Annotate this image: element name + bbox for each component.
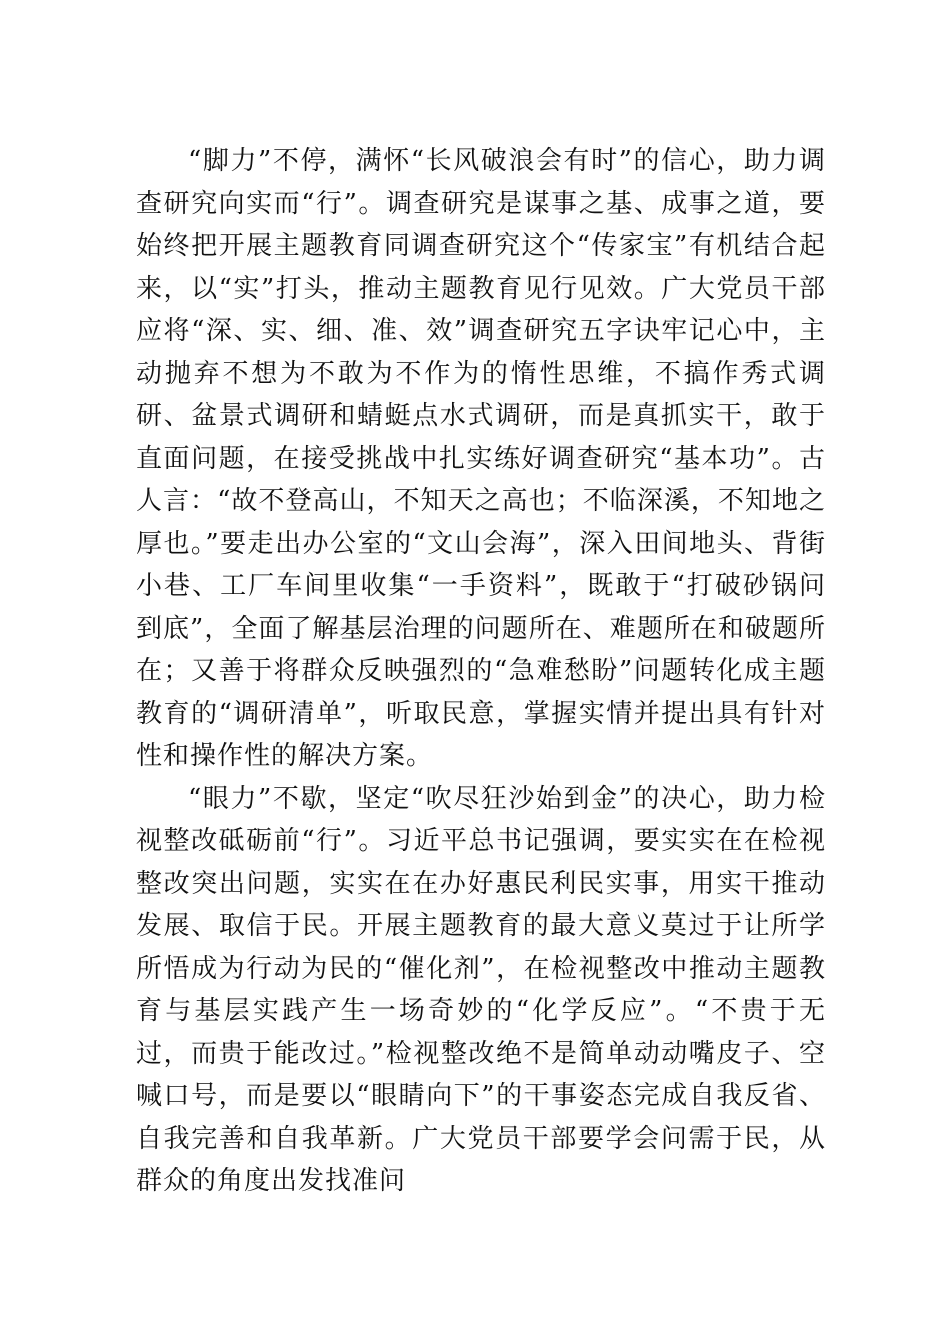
document-body: [136, 140, 826, 1203]
paragraph-inspection-rectification: “眼力”不歇，坚定“吹尽狂沙始到金”的决心，助力检视整改砥砺前“行”。习近平总书记强调，要实实在在检视整改突出问题，实实在在办好惠民利民实事，用实干推动发展、取信于民。开展主题教育的最大意义莫过于让所学所悟成为行动为民的“催化剂”，在检视整改中推动主题教育与基层实践产生一场奇妙的“化学反应”。“不贵于无过，而贵于能改过。”检视整改绝不是简单动动嘴皮子、空喊口号，而是要以“眼睛向下”的干事姿态完成自我反省、自我完善和自我革新。广大党员干部要学会问需于民，从群众的角度出发找准问: [136, 783, 826, 1196]
paragraph-investigation-research: “脚力”不停，满怀“长风破浪会有时”的信心，助力调查研究向实而“行”。调查研究是谋事之基、成事之道，要始终把开展主题教育同调查研究这个“传家宝”有机结合起来，以“实”打头，推动主题教育见行见效。广大党员干部应将“深、实、细、准、效”调查研究五字诀牢记心中，主动抛弃不想为不敢为不作为的惰性思维，不搞作秀式调研、盆景式调研和蜻蜓点水式调研，而是真抓实干，敢于直面问题，在接受挑战中扎实练好调查研究“基本功”。古人言：“故不登高山，不知天之高也；不临深溪，不知地之厚也。”要走出办公室的“文山会海”，深入田间地头、背街小巷、工厂车间里收集“一手资料”，既敢于“打破砂锅问到底”，全面了解基层治理的问题所在、难题所在和破题所在；又善于将群众反映强烈的“急难愁盼”问题转化成主题教育的“调研清单”，听取民意，掌握实情并提出具有针对性和操作性的解决方案。: [136, 146, 826, 771]
